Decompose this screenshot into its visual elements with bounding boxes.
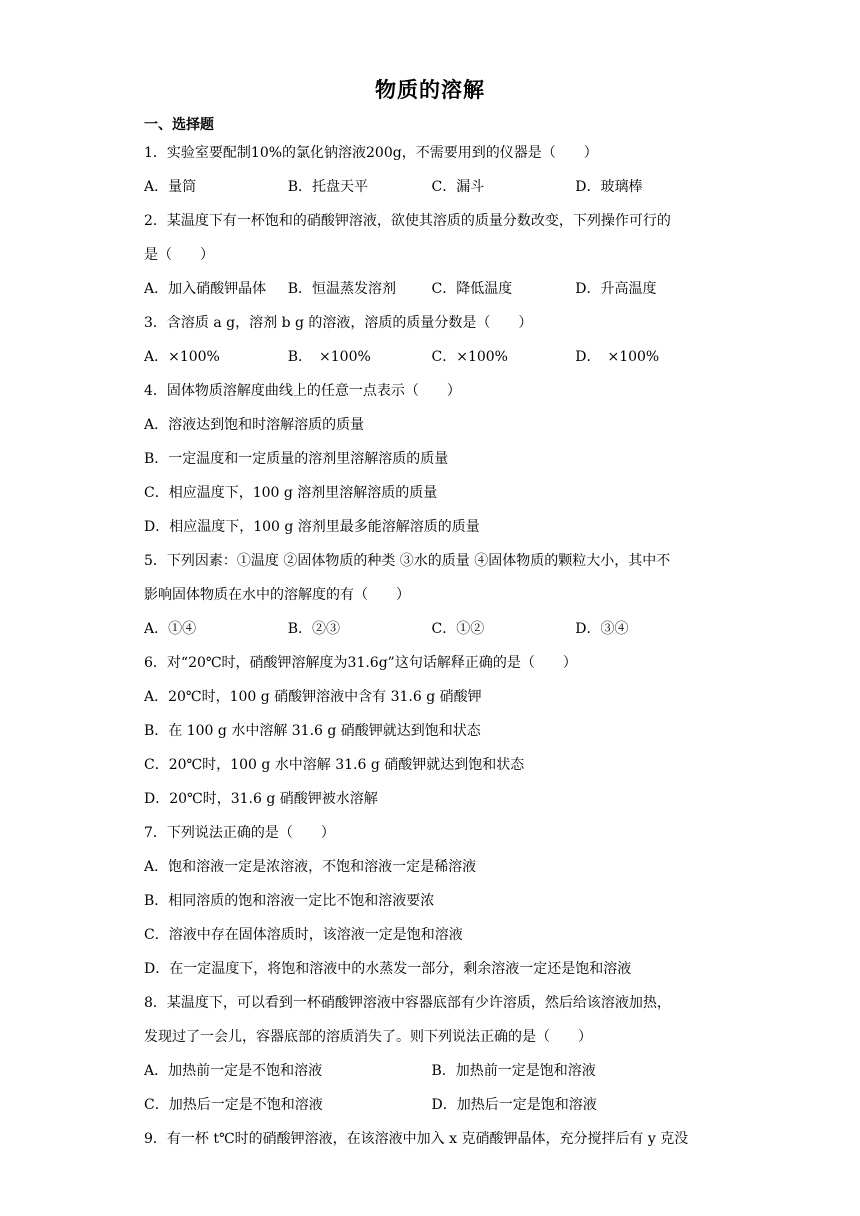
option-a: A．量筒 <box>144 179 197 195</box>
option-a: A．×100% <box>144 349 220 365</box>
option-d: D．③④ <box>575 621 629 637</box>
question-5-stem-cont: 影响固体物质在水中的溶解度的有（ ） <box>144 587 410 603</box>
option-c: C．相应温度下，100 g 溶剂里溶解溶质的质量 <box>144 485 438 501</box>
option-d: D．加热后一定是饱和溶液 <box>431 1097 597 1113</box>
option-b: B．相同溶质的饱和溶液一定比不饱和溶液要浓 <box>144 893 435 909</box>
question-2-stem-cont: 是（ ） <box>144 247 214 263</box>
option-c: C．20℃时，100 g 水中溶解 31.6 g 硝酸钾就达到饱和状态 <box>144 757 525 773</box>
option-d: D．20℃时，31.6 g 硝酸钾被水溶解 <box>144 791 378 807</box>
question-8-stem: 8．某温度下，可以看到一杯硝酸钾溶液中容器底部有少许溶质，然后给该溶液加热， <box>144 995 671 1011</box>
question-2-stem: 2．某温度下有一杯饱和的硝酸钾溶液，欲使其溶质的质量分数改变，下列操作可行的 <box>144 213 671 229</box>
question-list <box>144 136 719 1156</box>
option-d: D．玻璃棒 <box>575 179 643 195</box>
question-5-stem: 5．下列因素：①温度 ②固体物质的种类 ③水的质量 ④固体物质的颗粒大小，其中不 <box>144 553 671 569</box>
question-9-stem: 9．有一杯 t℃时的硝酸钾溶液，在该溶液中加入 x 克硝酸钾晶体，充分搅拌后有 y 克没 <box>144 1131 689 1147</box>
option-b: B． ×100% <box>287 349 371 365</box>
option-d: D．相应温度下，100 g 溶剂里最多能溶解溶质的质量 <box>144 519 480 535</box>
option-b: B．恒温蒸发溶剂 <box>287 281 397 297</box>
question-8-stem-cont: 发现过了一会儿，容器底部的溶质消失了。则下列说法正确的是（ ） <box>144 1029 592 1045</box>
option-c: C．加热后一定是不饱和溶液 <box>144 1097 323 1113</box>
question-4-stem: 4．固体物质溶解度曲线上的任意一点表示（ ） <box>144 383 461 399</box>
option-c: C．×100% <box>431 349 508 365</box>
option-c: C．溶液中存在固体溶质时，该溶液一定是饱和溶液 <box>144 927 463 943</box>
question-6-stem: 6．对“20℃时，硝酸钾溶解度为31.6g”这句话解释正确的是（ ） <box>144 655 577 671</box>
option-a: A．20℃时，100 g 硝酸钾溶液中含有 31.6 g 硝酸钾 <box>144 689 482 705</box>
section-heading: 一、选择题 <box>144 117 214 133</box>
question-5-options <box>144 612 719 646</box>
option-b: B．在 100 g 水中溶解 31.6 g 硝酸钾就达到饱和状态 <box>144 723 481 739</box>
option-a: A．①④ <box>144 621 197 637</box>
option-a: A．加入硝酸钾晶体 <box>144 281 267 297</box>
question-3-stem: 3．含溶质 a g，溶剂 b g 的溶液，溶质的质量分数是（ ） <box>144 315 533 331</box>
option-b: B．一定温度和一定质量的溶剂里溶解溶质的质量 <box>144 451 449 467</box>
option-c: C．漏斗 <box>431 179 485 195</box>
option-b: B．托盘天平 <box>287 179 369 195</box>
question-8-options-row-2 <box>144 1088 719 1122</box>
option-a: A．饱和溶液一定是浓溶液，不饱和溶液一定是稀溶液 <box>144 859 477 875</box>
page-title: 物质的溶解 <box>375 78 485 102</box>
question-1-options <box>144 170 719 204</box>
option-d: D．升高温度 <box>575 281 657 297</box>
question-1-stem: 1．实验室要配制10%的氯化钠溶液200g，不需要用到的仪器是（ ） <box>144 145 598 161</box>
option-a: A．溶液达到饱和时溶解溶质的质量 <box>144 417 365 433</box>
question-2-options <box>144 272 719 306</box>
option-c: C．降低温度 <box>431 281 513 297</box>
option-b: B．②③ <box>287 621 341 637</box>
question-7-stem: 7．下列说法正确的是（ ） <box>144 825 335 841</box>
question-3-options <box>144 340 719 374</box>
option-c: C．①② <box>431 621 485 637</box>
question-8-options-row-1 <box>144 1054 719 1088</box>
option-a: A．加热前一定是不饱和溶液 <box>144 1063 323 1079</box>
option-b: B．加热前一定是饱和溶液 <box>431 1063 596 1079</box>
option-d: D．在一定温度下，将饱和溶液中的水蒸发一部分，剩余溶液一定还是饱和溶液 <box>144 961 632 977</box>
option-d: D． ×100% <box>575 349 660 365</box>
